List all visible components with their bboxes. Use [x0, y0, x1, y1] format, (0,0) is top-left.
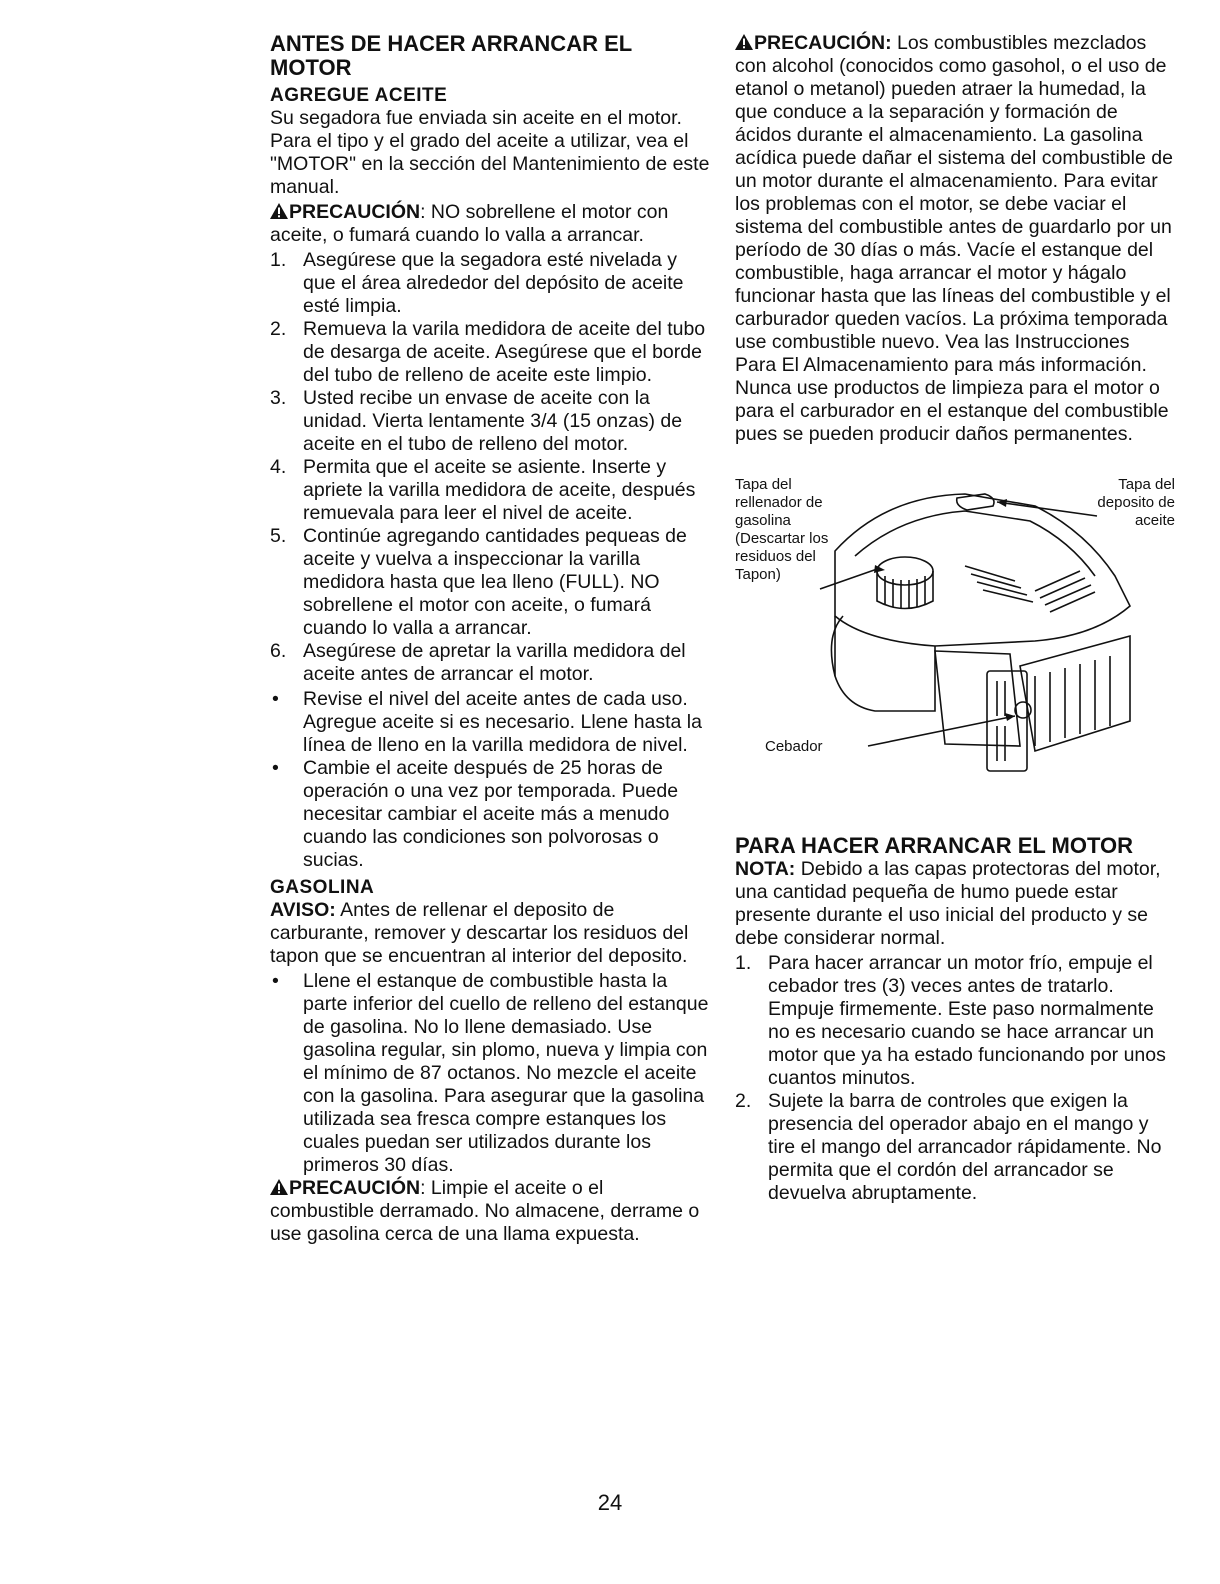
caution-text: Los combustibles mezclados con alcohol (conocidos como gasohol, o el uso de etanol o metanol) pueden atraer la humedad, la que conduce a la separación y formación de ácidos durante el almacenamiento. La gasolina acídica puede dañar el sistema del combustible de un motor durante el almacenamiento. Para evitar los problemas con el motor, se debe vaciar el sistema del combustible antes de guardarlo por un período de 30 días o más. Vacíe el estanque del combustible, haga arrancar el motor y hágalo funcionar hasta que las líneas del combustible y el carburador queden vacíos. La próxima temporada use combustible nuevo. Vea las Instrucciones Para El Almacenamiento para más información. Nunca use productos de limpieza para el motor o para el carburador en el estanque del combustible pues se pueden producir daños permanentes.: [735, 32, 1173, 445]
heading-add-oil: AGREGUE ACEITE: [270, 85, 448, 106]
label-gas-cap: Tapa del rellenador de gasolina (Descartar los residuos del Tapon): [735, 476, 829, 583]
warning-triangle-icon: [270, 1179, 288, 1195]
list-item: [270, 456, 710, 525]
caution-word: PRECAUCIÓN: [289, 201, 421, 223]
engine-figure: [735, 476, 1175, 796]
step-text: Remueva la varila medidora de aceite del tubo de desarga de aceite. Asegúrese que el borde del tubo de relleno de aceite este limpio.: [303, 318, 706, 386]
bullet-text: Revise el nivel del aceite antes de cada uso. Agregue aceite si es necesario. Llene hasta la línea de lleno en la varilla medidora de nivel.: [303, 688, 702, 756]
page-number: 24: [597, 1490, 623, 1515]
section-title-start-engine: PARA HACER ARRANCAR EL MOTOR: [735, 833, 1134, 858]
label-oil-cap: Tapa del deposito de aceite: [1097, 476, 1175, 529]
notice-label: AVISO:: [270, 899, 336, 921]
step-text: Asegúrese que la segadora esté nivelada y que el área alrededor del depósito de aceite esté limpia.: [303, 249, 684, 317]
list-item: [270, 757, 710, 872]
section-title-before-start: ANTES DE HACER ARRANCAR EL MOTOR: [270, 31, 632, 80]
caution-text: : NO sobrellene el motor con aceite, o fumará cuando lo valla a arrancar.: [270, 201, 669, 246]
oil-intro-paragraph: Su segadora fue enviada sin aceite en el motor. Para el tipo y el grado del aceite a utilizar, vea el "MOTOR" en la sección del Mantenimiento de este manual.: [270, 107, 710, 198]
list-item: [270, 525, 710, 640]
step-number: 3.: [270, 387, 287, 409]
step-text: Continúe agregando cantidades pequeas de aceite y vuelva a inspeccionar la varilla medidora hasta que lea lleno (FULL). NO sobrellene el motor con aceite, o fumará cuando lo valla a arrancar.: [303, 525, 687, 639]
caution-word: PRECAUCIÓN: [289, 1177, 421, 1199]
step-text: Usted recibe un envase de aceite con la unidad. Vierta lentamente 3/4 (15 onzas) de aceite en el tubo de relleno del motor.: [303, 387, 683, 455]
notice-text: Antes de rellenar el deposito de carburante, remover y descartar los residuos del tapon que se encuentran al interior del deposito.: [270, 899, 689, 967]
caution-text: : Limpie el aceite o el combustible derramado. No almacene, derrame o use gasolina cerca de una llama expuesta.: [270, 1177, 700, 1245]
warning-triangle-icon: [270, 203, 288, 219]
heading-gasoline: GASOLINA: [270, 877, 375, 898]
step-number: 6.: [270, 640, 287, 662]
step-number: 5.: [270, 525, 287, 547]
warning-triangle-icon: [735, 34, 753, 50]
caution-word: PRECAUCIÓN:: [754, 32, 892, 54]
start-steps-list: [735, 952, 1175, 1205]
step-number: 4.: [270, 456, 287, 478]
bullet-text: Llene el estanque de combustible hasta la parte inferior del cuello de relleno del estanque de gasolina. No lo llene demasiado. Use gasolina regular, sin plomo, nueva y limpia con el mínimo de 87 octanos. No mezcle el aceite con la gasolina. Para asegurar que la gasolina utilizada sea fresca compre estanques los cuales puedan ser utilizados durante los primeros 30 días.: [303, 970, 709, 1176]
list-item: [735, 952, 1175, 1090]
note-text: Debido a las capas protectoras del motor, una cantidad pequeña de humo puede estar presente durante el uso inicial del producto y se debe considerar normal.: [735, 858, 1161, 949]
step-text: Asegúrese de apretar la varilla medidora del aceite antes de arrancar el motor.: [303, 640, 686, 685]
step-number: 2.: [270, 318, 287, 340]
fuel-caution: [735, 32, 1175, 446]
label-primer: Cebador: [765, 738, 823, 755]
left-column: [270, 32, 710, 1246]
list-item: [270, 640, 710, 686]
oil-bullet-list: [270, 688, 710, 872]
step-number: 2.: [735, 1090, 752, 1112]
list-item: [270, 318, 710, 387]
step-text: Sujete la barra de controles que exigen la presencia del operador abajo en el mango y tire el mango del arrancador rápidamente. No permita que el cordón del arrancador se devuelva abruptamente.: [768, 1090, 1162, 1204]
oil-caution: [270, 201, 710, 247]
list-item: [270, 387, 710, 456]
bullet-dot: •: [272, 688, 279, 710]
list-item: [270, 249, 710, 318]
gas-caution: [270, 1177, 710, 1246]
right-column: [735, 32, 1175, 1205]
step-text: Permita que el aceite se asiente. Inserte y apriete la varilla medidora de aceite, después remuevala para leer el nivel de aceite.: [303, 456, 696, 524]
gas-notice: [270, 899, 710, 968]
start-note: [735, 858, 1175, 950]
oil-steps-list: [270, 249, 710, 686]
step-number: 1.: [735, 952, 752, 974]
note-label: NOTA:: [735, 858, 796, 880]
bullet-text: Cambie el aceite después de 25 horas de operación o una vez por temporada. Puede necesitar cambiar el aceite más a menudo cuando las condiciones son polvorosas o sucias.: [303, 757, 679, 871]
list-item: [270, 970, 710, 1177]
bullet-dot: •: [272, 757, 279, 779]
list-item: [735, 1090, 1175, 1205]
bullet-dot: •: [272, 970, 279, 992]
step-text: Para hacer arrancar un motor frío, empuje el cebador tres (3) veces antes de tratarlo. Empuje firmemente. Este paso normalmente no es necesario cuando se hace arrancar un motor que ya ha estado funcionando por unos cuantos minutos.: [768, 952, 1166, 1089]
gas-bullet-list: [270, 970, 710, 1177]
step-number: 1.: [270, 249, 287, 271]
list-item: [270, 688, 710, 757]
